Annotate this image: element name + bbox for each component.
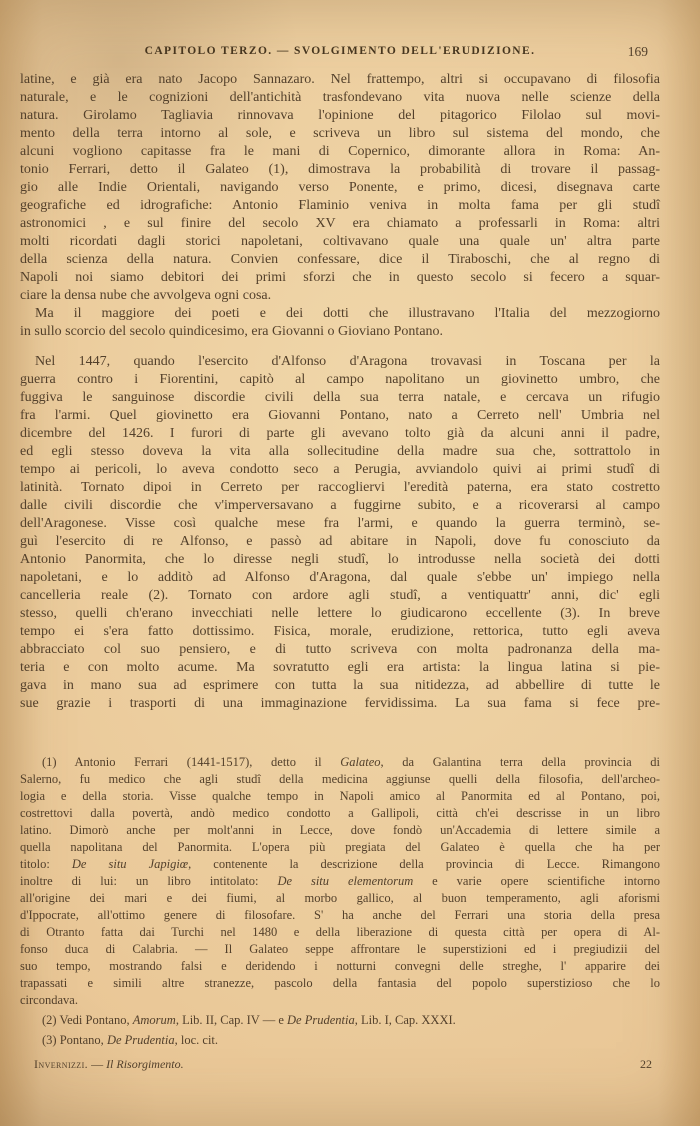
body-text-line: guerra contro i Fiorentini, capitò al campo napolitano un giovinetto umbro, che xyxy=(20,372,660,387)
footnote-line: quella napolitana del Panormita. L'opera più pregiata del Galateo è quella che ha per xyxy=(20,840,660,854)
body-text-line: mento della terra intorno al sole, e scriveva un libro sul sistema del mondo, che xyxy=(20,126,660,141)
body-text-line: Nel 1447, quando l'esercito d'Alfonso d'Aragona trovavasi in Toscana per la xyxy=(35,354,660,369)
body-text-line: geografiche ed idrografiche: Antonio Flaminio veniva in molta fama per gli studî xyxy=(20,198,660,213)
body-text-line: alcuni vogliono capitasse fra le mani di Copernico, dimorante allora in Roma: An- xyxy=(20,144,660,159)
body-text-line: sue grazie i trasporti di una immaginazione fervidissima. La sua fama si fece pre- xyxy=(20,696,660,711)
body-text-line: natura. Girolamo Tagliavia rinnovava l'opinione del pitagorico Filolao sul movi- xyxy=(20,108,660,123)
paragraph xyxy=(20,754,660,1009)
page-footer xyxy=(20,1057,660,1073)
footnote-line: inoltre di lui: un libro intitolato: De situ elementorum e varie opere scientifiche intorno xyxy=(20,874,660,888)
body-text-line: gio alle Indie Orientali, navigando verso Ponente, e primo, dicesi, disegnava carte xyxy=(20,180,660,195)
footnote-line: di Otranto fatta dai Turchi nel 1480 e della liberazione di questa città per opera di Al- xyxy=(20,925,660,939)
body-text-line: Napoli noi siamo debitori dei primi sforzi che in questo secolo si fecero a squar- xyxy=(20,270,660,285)
printer-signature-line xyxy=(34,1057,184,1072)
footer-author: Invernizzi. xyxy=(34,1057,89,1071)
footnote-line: d'Ippocrate, all'ottimo genere di filosofare. S' ha anche del Ferrari una storia della presa xyxy=(20,908,660,922)
body-text xyxy=(20,71,660,713)
footnote-line: all'origine dei mari e dei fiumi, al morbo gallico, al buon temperamento, agli aforismi xyxy=(20,891,660,905)
paragraph xyxy=(20,71,660,305)
body-text-line: dalle civili discordie che v'imperversavano a fuggirne subito, e a ricoverarsi al campo xyxy=(20,498,660,513)
body-text-line: stesso, quelli ch'erano invecchiati nelle lettere lo giudicarono eccellente (3). In breve xyxy=(20,606,660,621)
body-text-line: astronomici , e sul finire del secolo XV era chiamato a professarli in Roma: altri xyxy=(20,216,660,231)
body-text-line: molti ricordati dagli storici napoletani, coltivavano quale una quale un' altra parte xyxy=(20,234,660,249)
paragraph xyxy=(20,305,660,341)
body-text-line: gava in mano sua ad esprimere con tutta la sua nitidezza, ad abbellire di tutte le xyxy=(20,678,660,693)
body-text-line: tempo ai pericoli, lo aveva condotto seco a Perugia, avviandolo quivi ai primi studî di xyxy=(20,462,660,477)
body-text-line: cancelleria reale (2). Tornato con ardore agli studî, a ventiquattr' anni, dic' egli xyxy=(20,588,660,603)
body-text-line: ciare la densa nube che avvolgeva ogni cosa. xyxy=(20,288,272,303)
body-text-line: ed egli stesso doveva la vita alla sollecitudine della madre sua che, sottrattolo in xyxy=(20,444,660,459)
body-text-line: dicembre del 1426. I furori di parte gli avevano tolto già da alcuni anni il padre, xyxy=(20,426,660,441)
footer-work-title: Il Risorgimento. xyxy=(106,1057,184,1071)
footnote-line: (1) Antonio Ferrari (1441-1517), detto il Galateo, da Galantina terra della provincia di xyxy=(42,755,660,769)
body-text-line: della scienza della natura. Convien confessare, dice il Tiraboschi, che al regno di xyxy=(20,252,660,267)
body-text-line: latine, e già era nato Jacopo Sannazaro. Nel frattempo, altri si occupavano di filosofia xyxy=(20,72,660,87)
body-text-line: tonio Ferrari, detto il Galateo (1), dimostrava la probabilità di trovare il passag- xyxy=(20,162,660,177)
footnote-line: latino. Dimorò anche per molt'anni in Lecce, dove fondò un'Accademia di lettere simile a xyxy=(20,823,660,837)
body-text-line: napoletani, e lo additò ad Alfonso d'Aragona, dal quale s'ebbe un' impiego nella xyxy=(20,570,660,585)
body-text-line: naturale, e le cognizioni dell'antichità trasfondevano vita nuova nelle scienze della xyxy=(20,90,660,105)
footer-separator: — xyxy=(91,1057,104,1071)
footnote-line: (2) Vedi Pontano, Amorum, Lib. II, Cap. IV — e De Prudentia, Lib. I, Cap. XXXI. xyxy=(42,1013,456,1027)
body-text-line: fuggiva le sanguinose discordie civili della sua terra natale, e cercava un rifugio xyxy=(20,390,660,405)
footnote-line: trapassati e simili altre stranezze, pascolo della fantasia del popolo superstizioso che lo xyxy=(20,976,660,990)
paragraph xyxy=(20,1032,660,1049)
body-text-line: Ma il maggiore dei poeti e dei dotti che illustravano l'Italia del mezzogiorno xyxy=(35,306,660,321)
body-text-line: guì l'esercito di re Alfonso, e passò ad abitare in Napoli, dove fu conosciuto da xyxy=(20,534,660,549)
paragraph xyxy=(20,1012,660,1029)
body-text-line: latinità. Tornato dipoi in Cerreto per raccogliervi l'eredità paterna, era stato costretto xyxy=(20,480,660,495)
chapter-running-title: CAPITOLO TERZO. — SVOLGIMENTO DELL'ERUDIZIONE. xyxy=(144,45,536,57)
footnotes-section xyxy=(20,754,660,1049)
body-text-line: fra l'armi. Quel giovinetto era Giovanni Pontano, nato a Cerreto nell' Umbria nel xyxy=(20,408,660,423)
page-header xyxy=(20,45,660,63)
footnote-line: circondava. xyxy=(20,993,78,1007)
footnote-line: titolo: De situ Japigiœ, contenente la descrizione della provincia di Lecce. Rimangono xyxy=(20,857,661,871)
body-text-line: abbracciato col suo pensiero, e di tutto scriveva con molta padronanza della ma- xyxy=(20,642,660,657)
footnote-line: costrettovi dalla povertà, andò medico condotto a Gallipoli, città ch'ei descrisse in un libro xyxy=(20,806,660,820)
footnote-line: logia e della storia. Visse qualche tempo in Napoli amico al Panormita ed al Pontano, poi, xyxy=(20,789,660,803)
paragraph xyxy=(20,353,660,713)
body-text-line: tempo ei s'era fatto dottissimo. Fisica, morale, erudizione, rettorica, tutto egli aveva xyxy=(20,624,660,639)
footnote-line: Salerno, fu medico che agli studî della medicina aggiunse quelli della filosofia, dell'archeo- xyxy=(20,772,660,786)
signature-number: 22 xyxy=(640,1057,652,1071)
body-text-line: in sullo scorcio del secolo quindicesimo, era Giovanni o Gioviano Pontano. xyxy=(20,324,444,339)
footnote-line: suo tempo, mostrando falsi e deridendo i notturni convegni delle streghe, l' apparire dei xyxy=(20,959,660,973)
body-text-line: Antonio Panormita, che lo diresse negli studî, lo introdusse nella società dei dotti xyxy=(20,552,660,567)
page-number: 169 xyxy=(627,44,648,59)
footnote-line: fonso duca di Calabria. — Il Galateo seppe affrontare le superstizioni ed i pregiudizii del xyxy=(20,942,660,956)
footnote-line: (3) Pontano, De Prudentia, loc. cit. xyxy=(42,1033,219,1047)
body-text-line: teria e con molto acume. Ma sovratutto egli era artista: la lingua latina si pie- xyxy=(20,660,660,675)
body-text-line: dell'Aragonese. Visse così qualche mese fra l'armi, e quando la guerra terminò, se- xyxy=(20,516,660,531)
